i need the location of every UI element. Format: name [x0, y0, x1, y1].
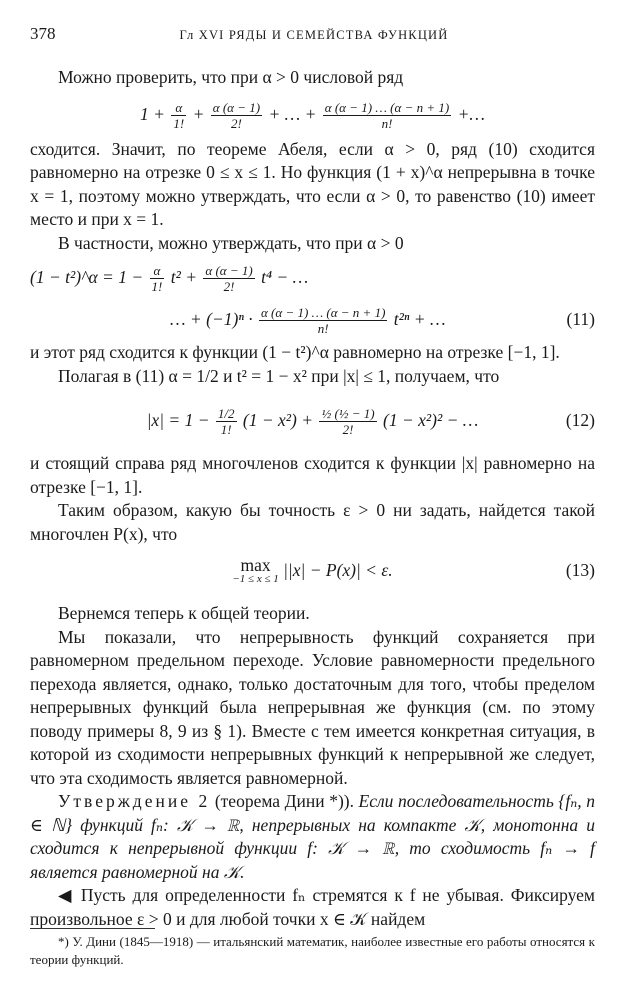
eq11-l1-b: t² + [170, 267, 198, 287]
frac-eq11-an: $\frac{\alpha (\alpha - 1) \dots (\alpha - n + 1)}{n!}$ [260, 305, 386, 337]
equation-12 [30, 390, 595, 450]
paragraph-6: и стоящий справа ряд многочленов сходится к функции |x| равномерно на отрезке [−1, 1]. [30, 453, 595, 497]
statement-body: Если последовательность {fₙ, n ∈ ℕ} функций fₙ: 𝒦 → ℝ, непрерывных на компакте 𝒦, монотонна и сходится к непрерывной функции f: 𝒦 → ℝ, то сходимость fₙ → f является равномерной на 𝒦. [30, 791, 595, 882]
eq11-l1-a: (1 − t²)^α = 1 − [30, 267, 144, 287]
paragraph-2: сходится. Значит, по теореме Абеля, если α > 0, ряд (10) сходится равномерно на отрезке 0 ≤ x ≤ 1. Но функция (1 + x)^α непрерывна в точке x = 1, поэтому можно утверждать, что если α > 0, то равенство (10) имеет место и при x = 1. [30, 138, 595, 229]
frac-a1: $\frac{\alpha}{1!}$ [173, 99, 185, 131]
eq11-l2-b: t²ⁿ + … [393, 309, 446, 329]
equation-number-12: (12) [565, 410, 595, 430]
eq11-l1-c: t⁴ − … [261, 267, 309, 287]
equation-13 [30, 548, 595, 592]
eq-series-c: + … + [268, 103, 317, 124]
statement-2 [30, 790, 595, 884]
paragraph-4: и этот ряд сходится к функции (1 − t²)^α равномерно на отрезке [−1, 1]. [30, 342, 560, 362]
frac-eq12-2: $\frac{\text{½ (½ − 1)}}{2!}$ [321, 406, 375, 438]
paragraph-1: Можно проверить, что при α > 0 числовой ряд [58, 67, 404, 87]
eq12-a: |x| = 1 − [146, 410, 210, 430]
equation-11-line-2 [30, 299, 595, 339]
equation-number-13: (13) [565, 560, 595, 580]
paragraph-7: Таким образом, какую бы точность ε > 0 ни задать, найдется такой многочлен P(x), что [30, 500, 595, 544]
page-body [30, 66, 595, 931]
footnote-rule [30, 928, 155, 929]
paragraph-3: В частности, можно утверждать, что при α > 0 [58, 232, 404, 253]
max-subscript: −1 ≤ x ≤ 1 [232, 572, 279, 585]
paragraph-9: Мы показали, что непрерывность функций сохраняется при равномерном предельном переходе. Условие равномерности предельного перехода является, однако, только достаточным для того, чтобы пределом непрерывных функций была непрерывная же функция (см. по этому поводу примеры 8, 9 из § 1). Вместе с тем имеется конкретная ситуация, в которой из сходимости непрерывных функций к непрерывной же следует, что эта сходимость является равномерной. [30, 626, 595, 788]
frac-an: $\frac{\alpha (\alpha - 1) \dots (\alpha - n + 1)}{n!}$ [324, 99, 450, 131]
max-label: max [240, 554, 271, 575]
page-number: 378 [30, 24, 56, 43]
eq11-l2-a: … + (−1)ⁿ · [170, 309, 253, 329]
eq13-expr: ||x| − P(x)| < ε. [283, 560, 393, 580]
paragraph-8: Вернемся теперь к общей теории. [58, 603, 310, 623]
equation-series [30, 92, 595, 136]
equation-number-11: (11) [566, 309, 595, 329]
eq-series-a: 1 + [140, 103, 165, 124]
eq12-b: (1 − x²) + [242, 410, 314, 430]
page-header [30, 22, 598, 44]
frac-eq11-a1: $\frac{\alpha}{1!}$ [151, 263, 163, 295]
max-operator [232, 554, 279, 586]
running-title: Гл XVI РЯДЫ И СЕМЕЙСТВА ФУНКЦИЙ [179, 28, 449, 42]
eq-series-d: +… [457, 103, 485, 124]
footnote: *) У. Дини (1845—1918) — итальянский математик, наиболее известные его работы относятся к теории функций. [30, 934, 595, 967]
frac-eq12-1: $\frac{1/2}{1!}$ [217, 406, 235, 438]
paragraph-10: ◀ Пусть для определенности fₙ стремятся к f не убывая. Фиксируем произвольное ε > 0 и для любой точки x ∈ 𝒦 найдем [30, 885, 595, 929]
statement-title: (теорема Дини *)). [210, 791, 359, 811]
eq-series-b: + [192, 103, 205, 124]
statement-label: Утверждение 2 [58, 791, 211, 811]
equation-11-line-1 [30, 257, 595, 297]
paragraph-5: Полагая в (11) α = 1/2 и t² = 1 − x² при |x| ≤ 1, получаем, что [58, 365, 500, 386]
eq12-c: (1 − x²)² − … [383, 410, 479, 430]
frac-a2: $\frac{\alpha (\alpha - 1)}{2!}$ [212, 99, 261, 131]
frac-eq11-a2: $\frac{\alpha (\alpha - 1)}{2!}$ [205, 263, 253, 295]
